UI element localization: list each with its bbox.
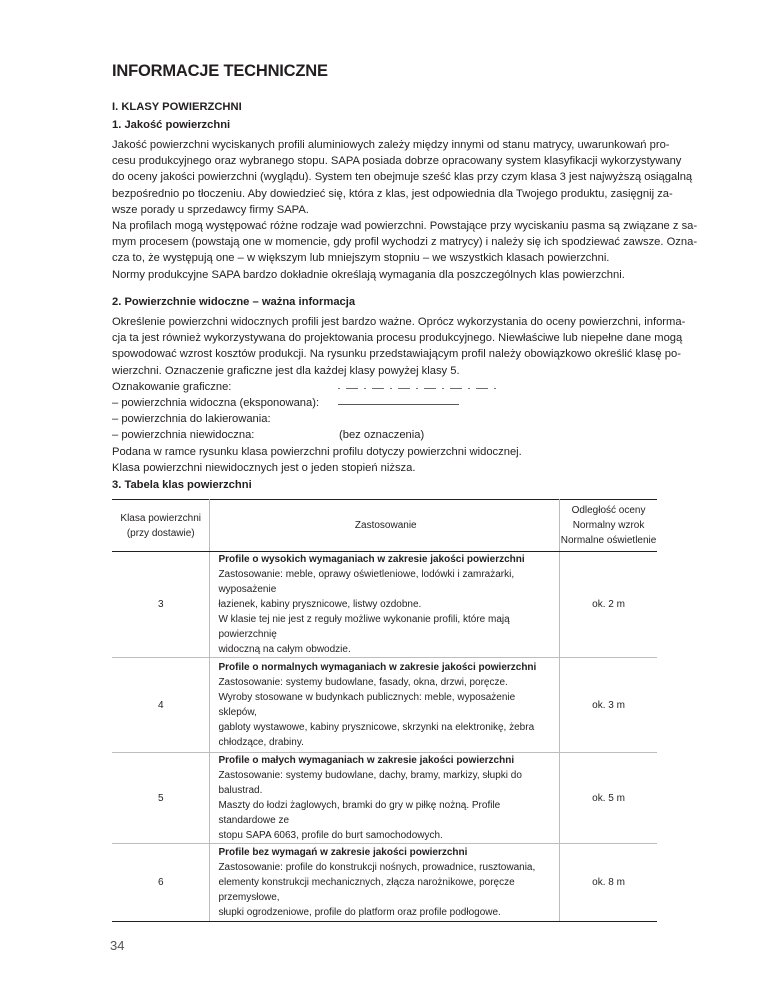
application-line: słupki ogrodzeniowe, profile do platform oraz profile podłogowe. <box>218 907 501 918</box>
application-cell <box>210 753 560 844</box>
table-row <box>112 552 657 658</box>
application-cell <box>210 844 560 922</box>
paragraph-line: wierzchni. Oznaczenie graficzne jest dla każdej klasy powyżej klasy 5. <box>112 364 460 377</box>
application-title: Profile o małych wymaganiach w zakresie jakości powierzchni <box>218 755 515 766</box>
solid-line-icon <box>338 403 459 406</box>
application-line: elementy konstrukcji mechanicznych, złącza narożnikowe, poręcze przemysłowe, <box>218 877 515 903</box>
application-line: W klasie tej nie jest z reguły możliwe wykonanie profili, które mają powierzchnię <box>218 614 510 640</box>
paragraph-line: Normy produkcyjne SAPA bardzo dokładnie określają wymagania dla poszczególnych klas powierzchni. <box>112 268 625 281</box>
application-line: Zastosowanie: profile do konstrukcji nośnych, prowadnice, rusztowania, <box>218 862 536 873</box>
paragraph-line: cza to, że występują one – w większym lub mniejszym stopniu – we wszystkich klasach powierzchni. <box>112 252 610 265</box>
application-line: łazienek, kabiny prysznicowe, listwy ozdobne. <box>218 599 422 610</box>
class-cell: 4 <box>112 658 210 753</box>
class-cell: 3 <box>112 552 210 658</box>
application-line: Zastosowanie: meble, oprawy oświetleniowe, lodówki i zamrażarki, wyposażenie <box>218 569 515 595</box>
paragraph-line: cja ta jest również wykorzystywana do projektowania procesu produkcyjnego. Niewłaściwe lub niepełne dane mogą <box>112 332 683 345</box>
paragraph-jakosc <box>112 137 698 283</box>
paragraph-line: cesu produkcyjnego oraz wybranego stopu. SAPA posiada dobrze opracowany system klasyfikacji wykorzystywany <box>112 155 682 168</box>
legend-visible-label: – powierzchnia widoczna (eksponowana): <box>112 397 320 409</box>
distance-cell: ok. 3 m <box>560 658 657 753</box>
header-klasa: Klasa powierzchni (przy dostawie) <box>112 500 210 552</box>
paragraph-line: Na profilach mogą występować różne rodzaje wad powierzchni. Powstające przy wyciskaniu pasma są związane z sa- <box>112 220 698 233</box>
distance-cell: ok. 2 m <box>560 552 657 658</box>
application-line: Zastosowanie: systemy budowlane, dachy, bramy, markizy, słupki do balustrad. <box>218 770 522 796</box>
paragraph-line: Podana w ramce rysunku klasa powierzchni profilu dotyczy powierzchni widocznej. <box>112 445 522 458</box>
application-title: Profile o wysokich wymaganiach w zakresie jakości powierzchni <box>218 554 525 565</box>
paragraph-widoczne <box>112 314 686 476</box>
paragraph-line: wsze porady u sprzedawcy firmy SAPA. <box>112 203 309 216</box>
subsection-heading-jakosc: 1. Jakość powierzchni <box>112 119 231 131</box>
application-line: Maszty do łodzi żaglowych, bramki do gry w piłkę nożną. Profile standardowe ze <box>218 800 501 826</box>
header-zastosowanie: Zastosowanie <box>210 500 560 552</box>
application-line: chłodzące, drabiny. <box>218 737 304 748</box>
paragraph-line: Jakość powierzchni wyciskanych profili aluminiowych zależy między innymi od stanu matrycy, uwarunkowań pro- <box>112 139 670 151</box>
application-line: Zastosowanie: systemy budowlane, fasady, okna, drzwi, poręcze. <box>218 677 508 688</box>
table-row <box>112 844 657 922</box>
legend-lacquer-label: – powierzchnia do lakierowania: <box>112 413 271 426</box>
application-cell <box>210 658 560 753</box>
application-title: Profile o normalnych wymaganiach w zakresie jakości powierzchni <box>218 662 537 673</box>
legend-invisible-label: – powierzchnia niewidoczna: <box>112 429 255 442</box>
legend-label: Oznakowanie graficzne: <box>112 380 232 393</box>
paragraph-line: spowodować wzrost kosztów produkcji. Na rysunku przedstawiającym profil należy obowiązkowo określić klasę po- <box>112 348 681 361</box>
application-line: Wyroby stosowane w budynkach publicznych: meble, wyposażenie sklepów, <box>218 692 516 718</box>
distance-cell: ok. 5 m <box>560 753 657 844</box>
subsection-heading-tabela: 3. Tabela klas powierzchni <box>112 479 252 491</box>
page-title: INFORMACJE TECHNICZNE <box>112 62 328 80</box>
legend-label-row <box>112 379 657 395</box>
application-line: widoczną na całym obwodzie. <box>218 644 351 655</box>
paragraph-line: Klasa powierzchni niewidocznych jest o jeden stopień niższa. <box>112 461 416 474</box>
section-heading-klasy: I. KLASY POWIERZCHNI <box>112 101 242 113</box>
table-row <box>112 753 657 844</box>
paragraph-line: mym procesem (powstają one w momencie, gdy profil wychodzi z matrycy) i należy się ich spodziewać zawsze. Ozna- <box>112 236 698 249</box>
application-line: gabloty wystawowe, kabiny prysznicowe, skrzynki na elektronikę, żebra <box>218 722 535 733</box>
application-line: stopu SAPA 6063, profile do burt samochodowych. <box>218 830 443 841</box>
header-odleglosc: Odległość oceny Normalny wzrok Normalne oświetlenie <box>560 500 657 552</box>
class-cell: 5 <box>112 753 210 844</box>
subsection-heading-widoczne: 2. Powierzchnie widoczne – ważna informacja <box>112 296 356 308</box>
legend-lacquer-row <box>112 411 657 427</box>
legend-invisible-row <box>112 427 657 443</box>
legend-visible-row <box>112 395 657 411</box>
table-row <box>112 658 657 753</box>
paragraph-line: do oceny jakości powierzchni (wyglądu). System ten obejmuje sześć klas przy czym klasa 3 jest najwyższą osiągalną <box>112 171 693 184</box>
dash-dot-line-icon <box>338 387 498 390</box>
surface-class-table <box>112 499 657 922</box>
application-title: Profile bez wymagań w zakresie jakości powierzchni <box>218 847 468 858</box>
class-cell: 6 <box>112 844 210 922</box>
distance-cell: ok. 8 m <box>560 844 657 922</box>
paragraph-line: bezpośrednio po tłoczeniu. Aby dowiedzieć się, która z klas, jest odpowiednia dla Twojego produktu, zasięgnij za- <box>112 187 673 200</box>
legend-invisible-note: (bez oznaczenia) <box>339 429 425 442</box>
page-number: 34 <box>110 938 125 953</box>
paragraph-line: Określenie powierzchni widocznych profili jest bardzo ważne. Oprócz wykorzystania do oceny powierzchni, informa- <box>112 316 686 328</box>
table-header-row <box>112 500 657 552</box>
application-cell <box>210 552 560 658</box>
